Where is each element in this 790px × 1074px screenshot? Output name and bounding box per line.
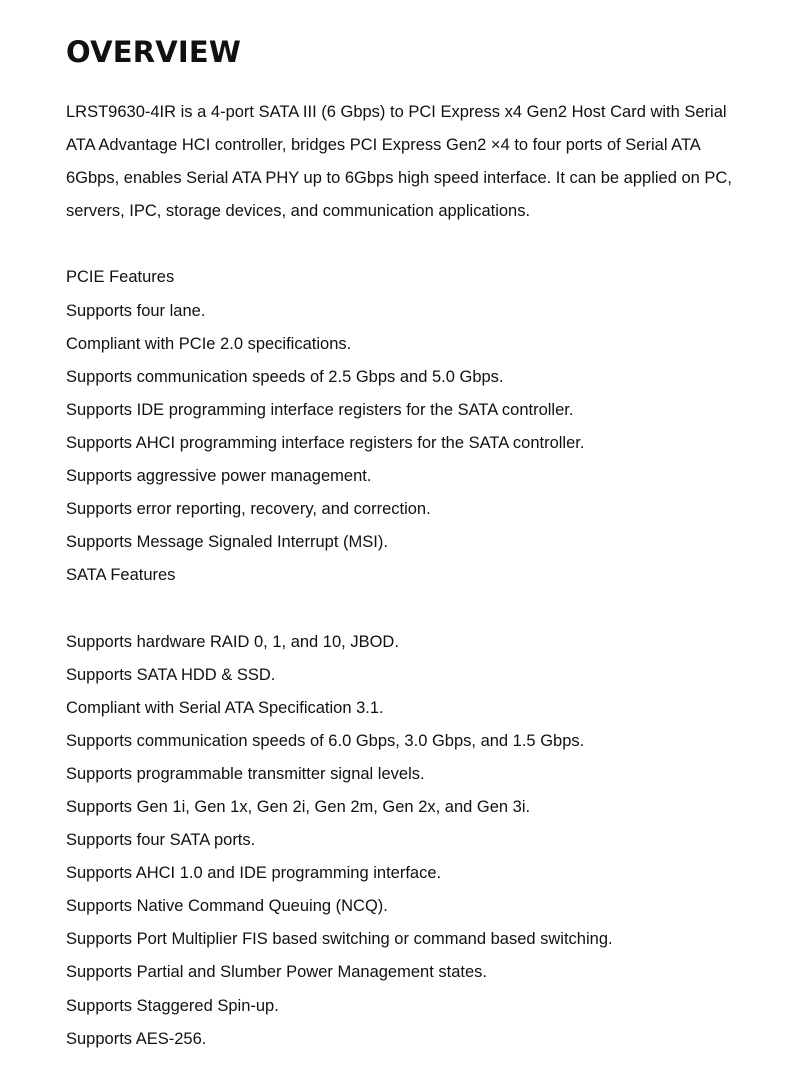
- list-item: Supports aggressive power management.: [66, 467, 372, 486]
- list-item: Supports AES-256.: [66, 1029, 207, 1048]
- section-title-sata: SATA Features: [66, 566, 176, 585]
- intro-paragraph: LRST9630-4IR is a 4-port SATA III (6 Gbps) to PCI Express x4 Gen2 Host Card with Serial ATA Advantage HCI controller, bridges PCI Express Gen2 ×4 to four ports of Serial ATA 6Gbps, enables Serial ATA PHY up to 6Gbps high speed interface. It can be applied on PC, servers, IPC, storage devices, and communication applications.: [66, 103, 732, 221]
- list-item: Supports communication speeds of 2.5 Gbps and 5.0 Gbps.: [66, 367, 504, 386]
- pcie-features-list: [66, 261, 756, 592]
- sata-features-list: [66, 626, 756, 1056]
- section-title-pcie: PCIE Features: [66, 268, 175, 287]
- list-item: Supports Partial and Slumber Power Management states.: [66, 963, 487, 982]
- spacer: [66, 592, 756, 625]
- list-item: Supports Staggered Spin-up.: [66, 996, 279, 1015]
- list-item: Supports four SATA ports.: [66, 831, 256, 850]
- list-item: Supports Message Signaled Interrupt (MSI).: [66, 533, 388, 552]
- spacer: [66, 228, 756, 261]
- list-item: Compliant with PCIe 2.0 specifications.: [66, 334, 352, 353]
- overview-document: [66, 30, 756, 1056]
- list-item: Supports Native Command Queuing (NCQ).: [66, 897, 388, 916]
- list-item: Supports SATA HDD & SSD.: [66, 665, 276, 684]
- list-item: Supports Port Multiplier FIS based switching or command based switching.: [66, 930, 613, 949]
- list-item: Supports hardware RAID 0, 1, and 10, JBOD.: [66, 632, 399, 651]
- list-item: Supports four lane.: [66, 301, 206, 320]
- list-item: Supports Gen 1i, Gen 1x, Gen 2i, Gen 2m, Gen 2x, and Gen 3i.: [66, 797, 531, 816]
- list-item: Supports AHCI programming interface registers for the SATA controller.: [66, 433, 585, 452]
- list-item: Supports programmable transmitter signal levels.: [66, 764, 425, 783]
- list-item: Supports IDE programming interface registers for the SATA controller.: [66, 400, 574, 419]
- list-item: Supports AHCI 1.0 and IDE programming interface.: [66, 864, 442, 883]
- page-title: OVERVIEW: [66, 35, 242, 69]
- list-item: Supports error reporting, recovery, and correction.: [66, 500, 431, 519]
- list-item: Compliant with Serial ATA Specification 3.1.: [66, 698, 384, 717]
- list-item: Supports communication speeds of 6.0 Gbps, 3.0 Gbps, and 1.5 Gbps.: [66, 731, 585, 750]
